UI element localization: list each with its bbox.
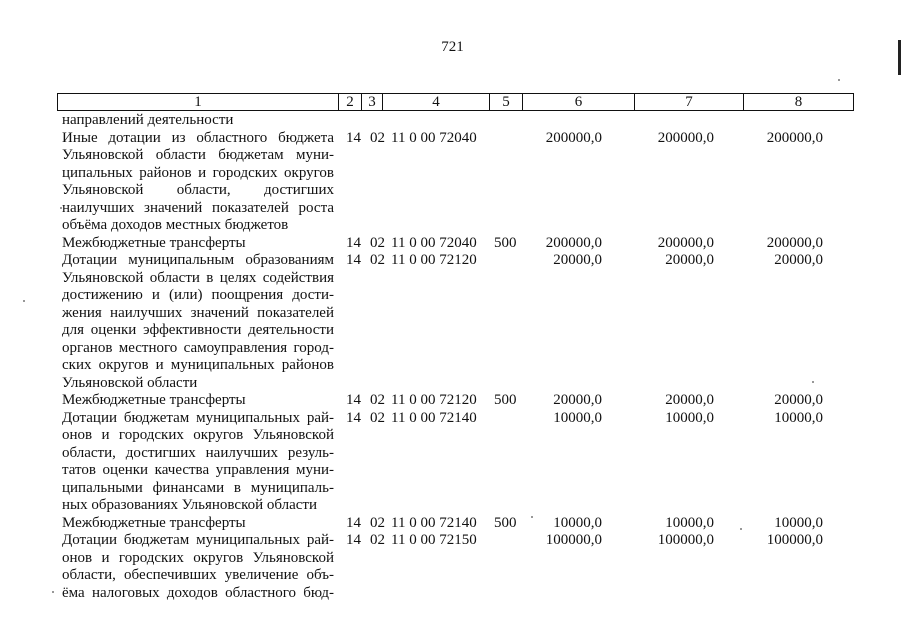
cell-c1: жения наилучших значений показателей	[62, 304, 334, 321]
scan-speck	[838, 79, 840, 81]
cell-c3: 02	[370, 129, 385, 146]
cell-c8: 20000,0	[774, 252, 823, 268]
cell-c8: 20000,0	[774, 392, 823, 408]
cell-c1: объёма доходов местных бюджетов	[62, 217, 289, 233]
cell-c1: Межбюджетные трансферты	[62, 392, 246, 408]
table-row	[0, 235, 905, 253]
cell-c1: Дотации бюджетам муниципальных рай-	[62, 532, 334, 548]
cell-c1: ципальными финансами в муниципаль-	[62, 479, 334, 496]
table-row	[0, 112, 905, 130]
cell-c2: 14	[346, 234, 361, 251]
cell-c1: Ульяновской области	[62, 374, 198, 391]
cell-c1: органов местного самоуправления город-	[62, 339, 334, 356]
header-col-7: 7	[635, 94, 744, 110]
table-row	[0, 182, 905, 200]
table-row	[0, 410, 905, 428]
cell-c6: 10000,0	[553, 514, 602, 531]
cell-c1: ных образованиях Ульяновской области	[62, 497, 318, 513]
cell-c8: 100000,0	[766, 532, 823, 548]
cell-c7: 10000,0	[665, 409, 714, 426]
cell-c7: 20000,0	[665, 252, 714, 268]
header-col-4: 4	[383, 94, 490, 110]
scan-speck	[740, 528, 742, 530]
header-col-3: 3	[362, 94, 383, 110]
scan-speck	[531, 516, 533, 518]
cell-c6: 10000,0	[553, 409, 602, 426]
table-row	[0, 357, 905, 375]
cell-c7: 200000,0	[657, 234, 714, 251]
table-row	[0, 550, 905, 568]
cell-c7: 20000,0	[665, 392, 714, 408]
header-col-1: 1	[58, 94, 339, 110]
cell-c1: Ульяновской области, достигших	[62, 182, 334, 198]
cell-c5: 500	[494, 514, 517, 531]
cell-c3: 02	[370, 252, 385, 268]
cell-c6: 20000,0	[553, 252, 602, 268]
cell-c6: 20000,0	[553, 392, 602, 408]
cell-c2: 14	[346, 252, 361, 268]
cell-c3: 02	[370, 234, 385, 251]
table-row	[0, 165, 905, 183]
cell-c7: 10000,0	[665, 514, 714, 531]
table-row	[0, 200, 905, 218]
table-row	[0, 532, 905, 550]
cell-c8: 200000,0	[766, 234, 823, 251]
cell-c2: 14	[346, 409, 361, 426]
cell-c7: 200000,0	[657, 129, 714, 146]
cell-c7: 100000,0	[657, 532, 714, 548]
cell-c6: 200000,0	[545, 129, 602, 146]
table-row	[0, 270, 905, 288]
table-row	[0, 147, 905, 165]
page-number: 721	[441, 39, 464, 55]
scan-speck	[60, 207, 62, 209]
header-col-5: 5	[490, 94, 523, 110]
cell-c3: 02	[370, 409, 385, 426]
cell-c1: наилучших значений показателей роста	[62, 199, 334, 216]
cell-c2: 14	[346, 129, 361, 146]
cell-c1: Дотации муниципальным образованиям	[62, 252, 334, 268]
header-col-2: 2	[339, 94, 362, 110]
table-row	[0, 585, 905, 603]
scan-speck	[52, 591, 54, 593]
cell-c1: области, достигших наилучших резуль-	[62, 444, 334, 461]
cell-c5: 500	[494, 392, 517, 408]
header-col-8: 8	[794, 94, 803, 110]
cell-c1: Межбюджетные трансферты	[62, 514, 246, 531]
table-row	[0, 305, 905, 323]
header-col-6: 6	[523, 94, 635, 110]
cell-c1: ципальных районов и городских округов	[62, 164, 334, 181]
cell-c1: Дотации бюджетам муниципальных рай-	[62, 409, 334, 426]
cell-c1: направлений деятельности	[62, 112, 234, 128]
cell-c4: 11 0 00 72040	[391, 129, 477, 146]
cell-c5: 500	[494, 234, 517, 251]
table-row	[0, 480, 905, 498]
cell-c8: 10000,0	[774, 514, 823, 531]
cell-c1: онов и городских округов Ульяновской	[62, 427, 334, 443]
table-row	[0, 567, 905, 585]
cell-c3: 02	[370, 532, 385, 548]
cell-c1: Ульяновской области бюджетам муни-	[62, 147, 334, 163]
cell-c2: 14	[346, 532, 361, 548]
scan-edge-mark	[898, 40, 901, 75]
scan-speck	[23, 300, 25, 302]
cell-c1: онов и городских округов Ульяновской	[62, 549, 334, 566]
table-row	[0, 322, 905, 340]
cell-c1: Иные дотации из областного бюджета	[62, 129, 334, 146]
cell-c4: 11 0 00 72040	[391, 234, 477, 251]
table-row	[0, 497, 905, 515]
table-row	[0, 462, 905, 480]
cell-c4: 11 0 00 72120	[391, 252, 477, 268]
cell-c3: 02	[370, 392, 385, 408]
cell-c4: 11 0 00 72140	[391, 409, 477, 426]
cell-c1: области, обеспечивших увеличение объ-	[62, 567, 334, 583]
cell-c1: Ульяновской области в целях содействия	[62, 269, 334, 286]
cell-c8: 10000,0	[774, 409, 823, 426]
table-row	[0, 340, 905, 358]
table-row	[0, 445, 905, 463]
cell-c6: 200000,0	[545, 234, 602, 251]
table-row	[0, 427, 905, 445]
table-row	[0, 392, 905, 410]
table-row	[0, 130, 905, 148]
table-header	[57, 93, 854, 111]
cell-c1: Межбюджетные трансферты	[62, 234, 246, 251]
cell-c6: 100000,0	[545, 532, 602, 548]
cell-c8: 200000,0	[766, 129, 823, 146]
table-row	[0, 217, 905, 235]
table-row	[0, 287, 905, 305]
cell-c4: 11 0 00 72150	[391, 532, 477, 548]
scan-speck	[812, 381, 814, 383]
table-row	[0, 375, 905, 393]
cell-c1: достижению и (или) поощрения дости-	[62, 287, 334, 303]
cell-c2: 14	[346, 514, 361, 531]
cell-c1: для оценки эффективности деятельности	[62, 322, 334, 338]
cell-c1: ёма налоговых доходов областного бюд-	[62, 584, 334, 601]
cell-c2: 14	[346, 392, 361, 408]
cell-c4: 11 0 00 72120	[391, 392, 477, 408]
table-row	[0, 252, 905, 270]
cell-c1: татов оценки качества управления муни-	[62, 462, 334, 478]
cell-c1: ских округов и муниципальных районов	[62, 357, 334, 373]
table-row	[0, 515, 905, 533]
cell-c3: 02	[370, 514, 385, 531]
cell-c4: 11 0 00 72140	[391, 514, 477, 531]
table-body	[0, 112, 905, 602]
